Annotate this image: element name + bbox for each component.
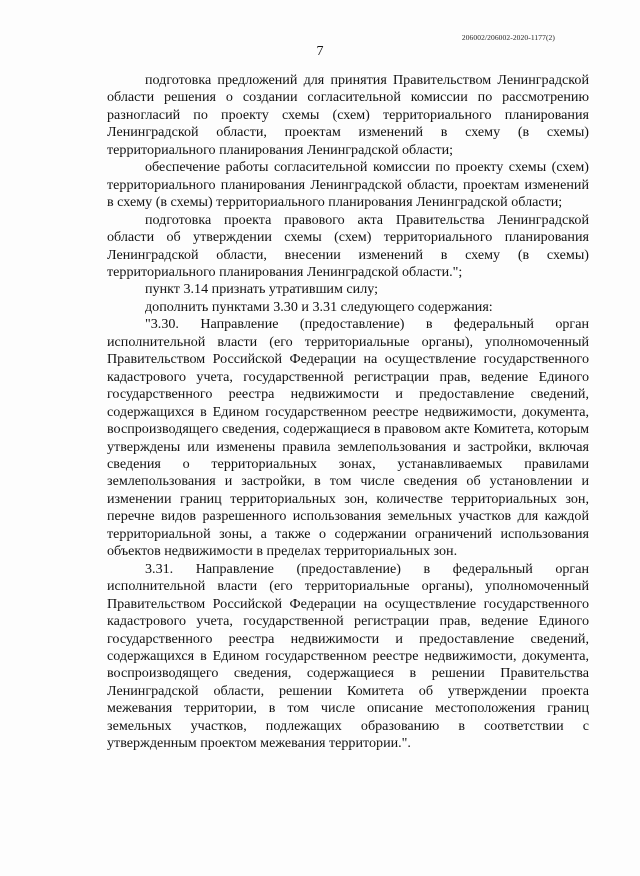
paragraph: дополнить пунктами 3.30 и 3.31 следующего содержания: (145, 298, 493, 315)
paragraph: 3.31. Направление (предоставление) в федеральный орган исполнительной власти (его территориальные органы), уполномоченный Правительством Российской Федерации на осуществление государственного кадастрового учета, государственной регистрации прав, ведение Единого государственного реестра недвижимости и предоставление сведений, содержащихся в Едином государственном реестре недвижимости, документа, воспроизводящего сведения, содержащиеся в решении Правительства Ленинградской области, решении Комитета об утверждении проекта межевания территории, в том числе описание местоположения границ земельных участков, подлежащих образованию в соответствии с утвержденным проектом межевания территории.". (107, 560, 589, 752)
page-number: 7 (316, 44, 324, 59)
paragraph: обеспечение работы согласительной комиссии по проекту схемы (схем) территориального планирования Ленинградской области, проектам изменений в схему (в схемы) территориального планирования Ленинградской области; (107, 159, 589, 211)
document-id: 206002/206002-2020-1177(2) (461, 33, 555, 42)
paragraph: "3.30. Направление (предоставление) в федеральный орган исполнительной власти (его территориальные органы), уполномоченный Правительством Российской Федерации на осуществление государственного кадастрового учета, государственной регистрации прав, ведение Единого государственного реестра недвижимости и предоставление сведений, содержащихся в Едином государственном реестре недвижимости, документа, воспроизводящего сведения, содержащиеся в правовом акте Комитета, которым утверждены или изменены правила землепользования и застройки, включая сведения о территориальных зонах, устанавливаемых правилами землепользования и застройки, в том числе сведения об установлении и изменении границ территориальных зон, количестве территориальных зон, перечне видов разрешенного использования земельных участков для каждой территориальной зоны, а также о содержании ограничений использования объектов недвижимости в пределах территориальных зон. (107, 316, 589, 560)
document-body (107, 72, 589, 753)
paragraph: пункт 3.14 признать утратившим силу; (145, 281, 379, 298)
paragraph: подготовка проекта правового акта Правительства Ленинградской области об утверждении схемы (схем) территориального планирования Ленинградской области, внесении изменений в схему (в схемы) территориального планирования Ленинградской области."; (107, 211, 589, 280)
paragraph: подготовка предложений для принятия Правительством Ленинградской области решения о создании согласительной комиссии по рассмотрению разногласий по проекту схемы (схем) территориального планирования Ленинградской области, проектам изменений в схему (в схемы) территориального планирования Ленинградской области; (107, 72, 589, 158)
